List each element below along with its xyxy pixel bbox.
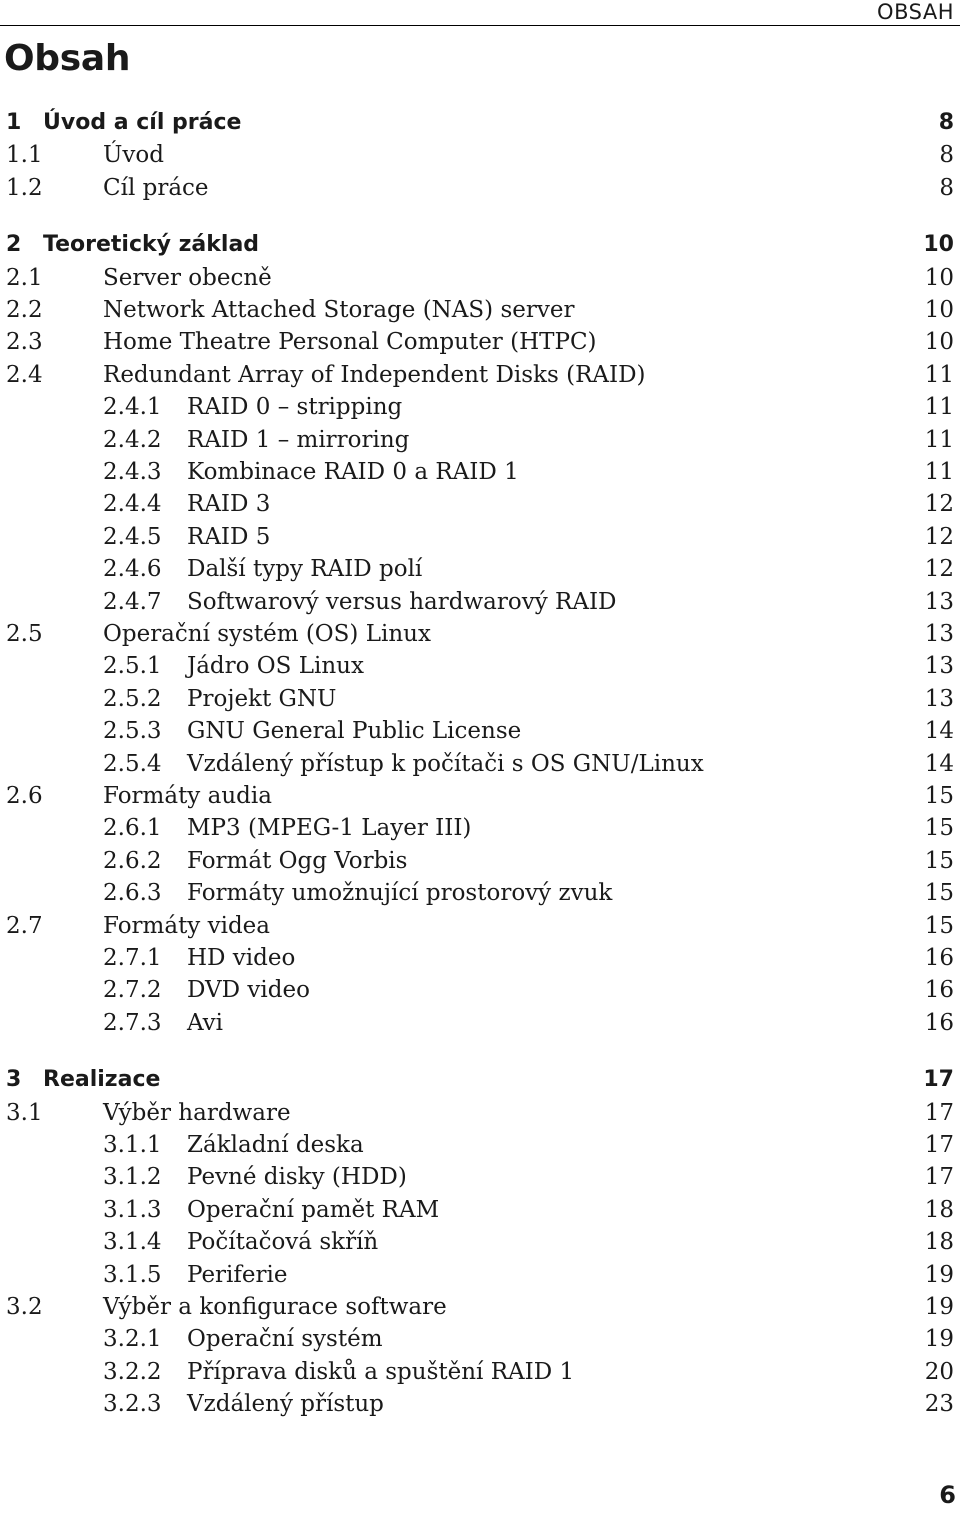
toc-entry-title: Formáty umožnující prostorový zvuk (187, 880, 613, 907)
toc-entry-page: 18 (924, 1196, 954, 1223)
toc-entry-title: DVD video (187, 977, 310, 1004)
toc-entry-number: 2.4.5 (103, 523, 162, 550)
toc-entry-title: Formát Ogg Vorbis (187, 847, 408, 874)
toc-entry-number: 2.4.3 (103, 459, 162, 485)
toc-entry-title: Avi (187, 1009, 224, 1036)
toc-entry-1-1[interactable] (6, 140, 954, 170)
toc-entry-2-4[interactable] (6, 360, 954, 390)
toc-entry-title: Úvod a cíl práce (43, 110, 242, 135)
toc-entry-title: Příprava disků a spuštění RAID 1 (187, 1358, 575, 1385)
toc-entry-2-5-4[interactable] (6, 749, 954, 779)
toc-entry-page: 11 (924, 361, 954, 388)
toc-entry-page: 23 (924, 1391, 954, 1418)
toc-entry-page: 13 (924, 588, 954, 615)
toc-entry-page: 11 (924, 394, 954, 421)
toc-entry-title: Operační systém (OS) Linux (103, 621, 431, 647)
toc-entry-page: 12 (924, 523, 954, 550)
toc-entry-page: 8 (939, 174, 954, 201)
toc-entry-number: 3.2.2 (103, 1358, 162, 1385)
toc-entry-page: 11 (924, 426, 954, 453)
toc-entry-number: 2.4.4 (103, 491, 162, 518)
toc-entry-page: 13 (924, 685, 954, 712)
toc-entry-number: 2.4.6 (103, 556, 162, 583)
toc-entry-2-4-2[interactable] (6, 425, 954, 455)
page-number: 6 (939, 1481, 956, 1509)
toc-entry-number: 2.1 (6, 264, 43, 291)
toc-entry-page: 14 (924, 718, 954, 745)
toc-entry-number: 3.1.1 (103, 1132, 162, 1158)
toc-entry-title: RAID 0 – stripping (187, 394, 403, 421)
toc-entry-title: Home Theatre Personal Computer (HTPC) (103, 329, 597, 356)
toc-entry-2-1[interactable] (6, 263, 954, 293)
toc-entry-title: MP3 (MPEG-1 Layer III) (187, 815, 472, 842)
toc-entry-2-5-3[interactable] (6, 716, 954, 746)
toc-entry-number: 1 (6, 110, 22, 135)
toc-entry-page: 13 (924, 621, 954, 647)
toc-entry-page: 10 (924, 297, 954, 323)
toc-entry-2-2[interactable] (6, 295, 954, 325)
toc-entry-2-6[interactable] (6, 781, 954, 811)
toc-entry-number: 3.1.4 (103, 1229, 162, 1256)
toc-entry-title: RAID 1 – mirroring (187, 426, 410, 453)
toc-entry-title: RAID 5 (187, 523, 271, 550)
toc-entry-page: 19 (924, 1294, 954, 1320)
toc-entry-number: 2.4.2 (103, 426, 162, 453)
toc-entry-page: 15 (924, 912, 954, 939)
toc-entry-title: Operační pamět RAM (187, 1196, 440, 1223)
toc-entry-number: 3.2 (6, 1294, 43, 1320)
toc-entry-2-4-5[interactable] (6, 522, 954, 552)
toc-entry-title: Operační systém (187, 1326, 383, 1353)
toc-entry-page: 17 (923, 1067, 954, 1093)
toc-entry-number: 2.3 (6, 329, 43, 356)
toc-entry-page: 17 (924, 1132, 954, 1158)
toc-entry-number: 3 (6, 1067, 22, 1093)
toc-entry-2-4-6[interactable] (6, 554, 954, 584)
toc-entry-title: HD video (187, 945, 296, 971)
toc-entry-number: 2.7 (6, 912, 43, 939)
toc-entry-title: Formáty audia (103, 783, 272, 809)
toc-entry-number: 2.2 (6, 297, 43, 323)
toc-entry-2-4-3[interactable] (6, 457, 954, 487)
toc-entry-page: 16 (924, 977, 954, 1004)
toc-entry-page: 18 (924, 1229, 954, 1256)
toc-entry-number: 3.2.1 (103, 1326, 162, 1353)
toc-entry-number: 2.4.7 (103, 588, 162, 615)
toc-entry-number: 1.2 (6, 174, 43, 201)
toc-entry-number: 1.1 (6, 142, 43, 169)
toc-entry-2-4-7[interactable] (6, 587, 954, 617)
toc-entry-2-7[interactable] (6, 911, 954, 941)
toc-entry-number: 2.6.3 (103, 880, 162, 907)
toc-entry-2-6-1[interactable] (6, 813, 954, 843)
toc-entry-title: Redundant Array of Independent Disks (RAID) (103, 361, 646, 388)
toc-entry-1[interactable] (6, 108, 954, 138)
toc-entry-3-2-2[interactable] (6, 1357, 954, 1387)
toc-entry-number: 2.4.1 (103, 394, 162, 421)
toc-entry-page: 15 (924, 880, 954, 907)
toc-entry-number: 2.5.2 (103, 685, 162, 712)
toc-entry-title: Network Attached Storage (NAS) server (103, 297, 575, 323)
toc-entry-page: 14 (924, 750, 954, 777)
toc-entry-page: 16 (924, 1009, 954, 1036)
toc-entry-page: 10 (924, 264, 954, 291)
toc-entry-number: 3.2.3 (103, 1391, 162, 1418)
toc-entry-page: 8 (938, 110, 954, 135)
toc-entry-number: 2 (6, 232, 22, 258)
toc-entry-2-7-3[interactable] (6, 1008, 954, 1038)
toc-entry-2-5[interactable] (6, 619, 954, 649)
toc-entry-number: 2.6.1 (103, 815, 162, 842)
toc-entry-page: 8 (939, 142, 954, 169)
toc-entry-2-4-4[interactable] (6, 489, 954, 519)
toc-entry-2-3[interactable] (6, 327, 954, 357)
toc-entry-3-2-3[interactable] (6, 1389, 954, 1419)
toc-entry-2-6-2[interactable] (6, 846, 954, 876)
toc-entry-3-1-4[interactable] (6, 1227, 954, 1257)
toc-entry-page: 15 (924, 847, 954, 874)
toc-entry-page: 19 (924, 1326, 954, 1353)
toc-entry-title: Periferie (187, 1261, 288, 1288)
toc-entry-title: Výběr hardware (103, 1099, 291, 1126)
toc-entry-page: 15 (924, 783, 954, 809)
toc-entry-number: 3.1.3 (103, 1196, 162, 1223)
toc-entry-3-1-5[interactable] (6, 1260, 954, 1290)
toc-entry-page: 16 (924, 945, 954, 971)
toc-entry-3-1[interactable] (6, 1098, 954, 1128)
toc-entry-page: 15 (924, 815, 954, 842)
toc-entry-2-5-1[interactable] (6, 651, 954, 681)
page-title: Obsah (4, 38, 131, 79)
toc-entry-title: Počítačová skříň (187, 1229, 379, 1256)
toc-entry-title: Kombinace RAID 0 a RAID 1 (187, 459, 519, 485)
toc-entry-2-7-2[interactable] (6, 975, 954, 1005)
toc-entry-title: Server obecně (103, 264, 272, 291)
toc-entry-page: 20 (924, 1358, 954, 1385)
toc-entry-number: 3.1.2 (103, 1164, 162, 1191)
toc-entry-number: 2.4 (6, 361, 43, 388)
toc-entry-page: 12 (924, 556, 954, 583)
toc-entry-title: Softwarový versus hardwarový RAID (187, 588, 617, 615)
toc-entry-title: Úvod (103, 142, 164, 169)
toc-entry-title: Základní deska (187, 1132, 364, 1158)
toc-entry-title: Pevné disky (HDD) (187, 1164, 407, 1191)
toc-entry-number: 2.7.1 (103, 945, 162, 971)
running-head: OBSAH (877, 0, 954, 24)
toc-entry-page: 17 (924, 1164, 954, 1191)
toc-entry-title: Cíl práce (103, 174, 209, 201)
toc-entry-title: Výběr a konfigurace software (103, 1294, 447, 1320)
toc-entry-title: Projekt GNU (187, 685, 337, 712)
toc-entry-number: 2.5.3 (103, 718, 162, 745)
toc-entry-number: 2.7.3 (103, 1009, 162, 1036)
toc-entry-page: 13 (924, 653, 954, 680)
toc-entry-title: Teoretický základ (43, 232, 260, 258)
toc-entry-title: Realizace (43, 1067, 161, 1093)
toc-entry-number: 2.6 (6, 783, 43, 809)
toc-entry-number: 2.5.4 (103, 750, 162, 777)
toc-entry-3-1-2[interactable] (6, 1162, 954, 1192)
toc-entry-3-1-3[interactable] (6, 1195, 954, 1225)
toc-entry-2[interactable] (6, 230, 954, 260)
toc-entry-page: 19 (924, 1261, 954, 1288)
toc-entry-1-2[interactable] (6, 173, 954, 203)
toc-entry-title: Jádro OS Linux (187, 653, 364, 680)
toc-entry-page: 10 (924, 329, 954, 356)
toc-entry-number: 2.6.2 (103, 847, 162, 874)
toc-entry-2-4-1[interactable] (6, 392, 954, 422)
toc-entry-page: 17 (924, 1099, 954, 1126)
toc-entry-title: Formáty videa (103, 912, 271, 939)
toc-entry-page: 10 (923, 232, 954, 258)
toc-entry-3-2[interactable] (6, 1292, 954, 1322)
toc-entry-page: 11 (924, 459, 954, 485)
toc-entry-title: Další typy RAID polí (187, 556, 423, 583)
toc-entry-number: 2.7.2 (103, 977, 162, 1004)
toc-entry-3[interactable] (6, 1065, 954, 1095)
toc-entry-page: 12 (924, 491, 954, 518)
toc-entry-title: Vzdálený přístup k počítači s OS GNU/Linux (187, 750, 704, 777)
toc-entry-title: GNU General Public License (187, 718, 522, 745)
toc-entry-2-7-1[interactable] (6, 943, 954, 973)
toc-entry-number: 3.1.5 (103, 1261, 162, 1288)
toc-entry-title: RAID 3 (187, 491, 271, 518)
toc-entry-2-5-2[interactable] (6, 684, 954, 714)
toc-entry-number: 3.1 (6, 1099, 43, 1126)
toc-entry-2-6-3[interactable] (6, 878, 954, 908)
toc-entry-title: Vzdálený přístup (187, 1391, 384, 1418)
toc-entry-number: 2.5 (6, 621, 43, 647)
toc-entry-3-2-1[interactable] (6, 1324, 954, 1354)
toc-entry-number: 2.5.1 (103, 653, 162, 680)
toc-entry-3-1-1[interactable] (6, 1130, 954, 1160)
